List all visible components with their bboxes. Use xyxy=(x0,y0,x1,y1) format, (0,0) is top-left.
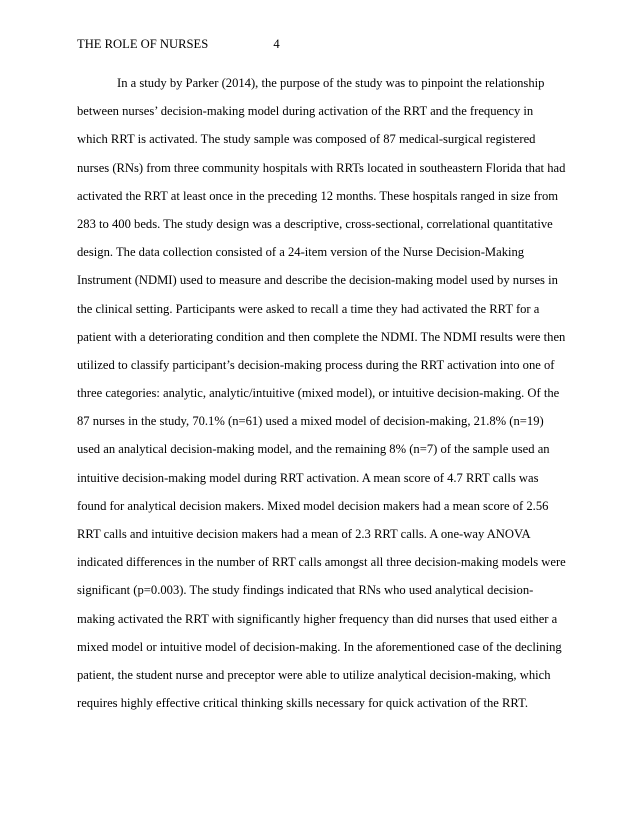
paragraph-line: used an analytical decision-making model, and the remaining 8% (n=7) of the sample used an xyxy=(77,442,550,457)
paragraph-line: Instrument (NDMI) used to measure and describe the decision-making model used by nurses in xyxy=(77,273,558,288)
paragraph-line: 283 to 400 beds. The study design was a descriptive, cross-sectional, correlational quantitative xyxy=(77,216,553,231)
paragraph-line: making activated the RRT with significantly higher frequency than did nurses that used either a xyxy=(77,611,558,626)
paragraph-line: intuitive decision-making model during RRT activation. A mean score of 4.7 RRT calls was xyxy=(77,470,539,485)
running-head xyxy=(77,36,280,52)
paragraph-line: 87 nurses in the study, 70.1% (n=61) used a mixed model of decision-making, 21.8% (n=19) xyxy=(77,414,544,429)
paragraph-line: three categories: analytic, analytic/intuitive (mixed model), or intuitive decision-making. Of the xyxy=(77,386,560,401)
paragraph-line: activated the RRT at least once in the preceding 12 months. These hospitals ranged in size from xyxy=(77,188,559,203)
paragraph-line: mixed model or intuitive model of decision-making. In the aforementioned case of the declining xyxy=(77,639,562,654)
paragraph-line: the clinical setting. Participants were asked to recall a time they had activated the RRT for a xyxy=(77,301,540,316)
paragraph-line: found for analytical decision makers. Mixed model decision makers had a mean score of 2.56 xyxy=(77,498,549,513)
paragraph-line: patient with a deteriorating condition and then complete the NDMI. The NDMI results were then xyxy=(77,329,566,344)
paragraph-line: utilized to classify participant’s decision-making process during the RRT activation into one of xyxy=(77,357,555,372)
paragraph-line: RRT calls and intuitive decision makers had a mean of 2.3 RRT calls. A one-way ANOVA xyxy=(77,527,531,541)
paragraph-line: In a study by Parker (2014), the purpose of the study was to pinpoint the relationship xyxy=(117,76,545,90)
paragraph-line: requires highly effective critical thinking skills necessary for quick activation of the RRT. xyxy=(77,696,528,711)
paragraph-line: patient, the student nurse and preceptor were able to utilize analytical decision-making, which xyxy=(77,667,551,682)
body-paragraph xyxy=(77,69,567,717)
paragraph-line: design. The data collection consisted of a 24-item version of the Nurse Decision-Making xyxy=(77,245,525,260)
paragraph-line: indicated differences in the number of RRT calls amongst all three decision-making models were xyxy=(77,555,566,570)
paragraph-line: between nurses’ decision-making model during activation of the RRT and the frequency in xyxy=(77,104,534,119)
paragraph-line: which RRT is activated. The study sample was composed of 87 medical-surgical registered xyxy=(77,132,536,147)
page-number: 4 xyxy=(273,37,280,51)
paragraph-line: nurses (RNs) from three community hospitals with RRTs located in southeastern Florida that had xyxy=(77,160,566,175)
paragraph-line: significant (p=0.003). The study findings indicated that RNs who used analytical decision- xyxy=(77,583,534,598)
running-head-title: THE ROLE OF NURSES xyxy=(77,37,209,51)
